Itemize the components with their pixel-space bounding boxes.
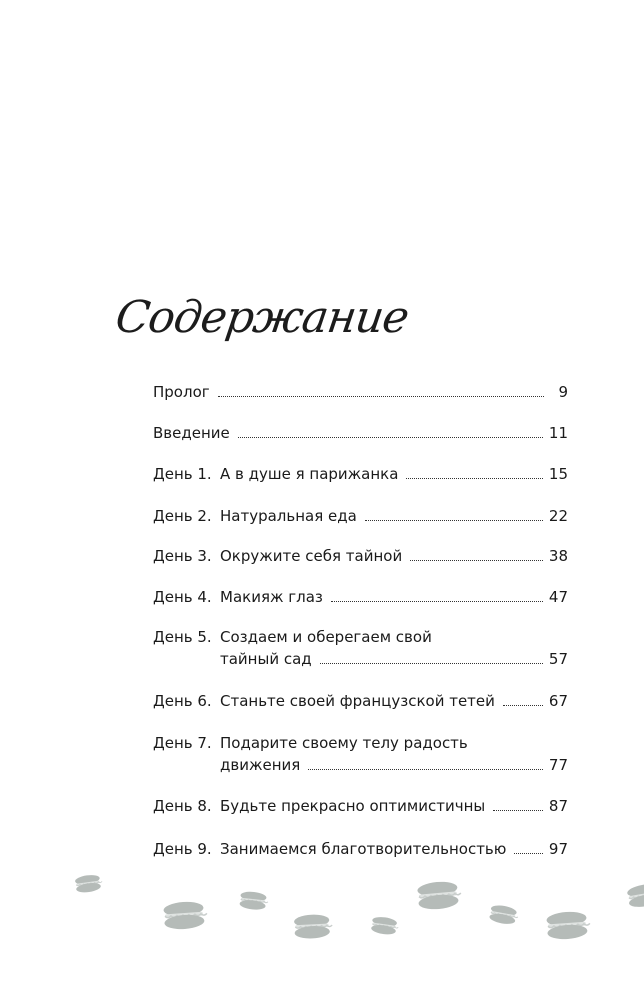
toc-page-number: 57 — [548, 650, 568, 668]
dot-leader — [406, 478, 542, 479]
toc-day-label: День 4. — [153, 588, 212, 606]
toc-day-label: День 2. — [153, 507, 212, 525]
macaron-icon — [626, 882, 644, 909]
toc-page-number: 87 — [548, 797, 568, 815]
macaron-decoration — [0, 860, 644, 1000]
macaron-icon — [489, 904, 520, 926]
toc-page-number: 9 — [558, 383, 568, 401]
toc-entry-day-7[interactable] — [153, 734, 568, 778]
macaron-icon — [371, 916, 400, 936]
toc-entry-title-continued: движения — [220, 756, 301, 774]
toc-entry-day-2[interactable] — [153, 507, 568, 529]
toc-day-label: День 5. — [153, 628, 212, 646]
toc-page-number: 38 — [548, 547, 568, 565]
toc-day-label: День 1. — [153, 465, 212, 483]
toc-entry-prologue[interactable] — [153, 383, 568, 405]
toc-entry-title: Натуральная еда — [220, 507, 357, 525]
toc-entry-day-5[interactable] — [153, 628, 568, 672]
dot-leader — [320, 663, 543, 664]
toc-entry-title-continued: тайный сад — [220, 650, 312, 668]
toc-page-number: 77 — [548, 756, 568, 774]
macaron-icon — [546, 910, 591, 940]
dot-leader — [218, 396, 544, 397]
macaron-icon — [239, 891, 269, 911]
toc-entry-title: Пролог — [153, 383, 210, 401]
toc-entry-title: Подарите своему телу радость — [220, 734, 468, 752]
dot-leader — [503, 705, 543, 706]
toc-entry-title: А в душе я парижанка — [220, 465, 399, 483]
toc-entry-title: Занимаемся благотворительностью — [220, 840, 507, 858]
toc-entry-day-8[interactable] — [153, 797, 568, 819]
toc-entry-title: Будьте прекрасно оптимистичны — [220, 797, 486, 815]
macaron-icon — [75, 873, 104, 893]
toc-day-label: День 7. — [153, 734, 212, 752]
toc-entry-day-4[interactable] — [153, 588, 568, 610]
dot-leader — [410, 560, 543, 561]
dot-leader — [493, 810, 543, 811]
dot-leader — [365, 520, 543, 521]
toc-page-number: 22 — [548, 507, 568, 525]
toc-entry-title: Окружите себя тайной — [220, 547, 403, 565]
toc-day-label: День 6. — [153, 692, 212, 710]
toc-day-label: День 3. — [153, 547, 212, 565]
toc-day-label: День 9. — [153, 840, 212, 858]
toc-day-label: День 8. — [153, 797, 212, 815]
toc-entry-day-3[interactable] — [153, 547, 568, 569]
toc-entry-introduction[interactable] — [153, 424, 568, 446]
macaron-icon — [163, 900, 208, 930]
toc-entry-title: Макияж глаз — [220, 588, 323, 606]
dot-leader — [331, 601, 543, 602]
toc-page-number: 67 — [548, 692, 568, 710]
toc-entry-title: Введение — [153, 424, 230, 442]
toc-entry-title: Создаем и оберегаем свой — [220, 628, 432, 646]
toc-entry-day-1[interactable] — [153, 465, 568, 487]
macaron-icon — [294, 914, 333, 940]
toc-page-number: 15 — [548, 465, 568, 483]
dot-leader — [238, 437, 543, 438]
toc-page-number: 47 — [548, 588, 568, 606]
macaron-icon — [417, 880, 462, 911]
toc-entry-title: Станьте своей французской тетей — [220, 692, 495, 710]
dot-leader — [308, 769, 543, 770]
toc-entry-day-6[interactable] — [153, 692, 568, 714]
toc-page-number: 11 — [548, 424, 568, 442]
toc-entry-day-9[interactable] — [153, 840, 568, 862]
page-title: Содержание — [112, 292, 412, 343]
toc-page-number: 97 — [548, 840, 568, 858]
dot-leader — [514, 853, 543, 854]
